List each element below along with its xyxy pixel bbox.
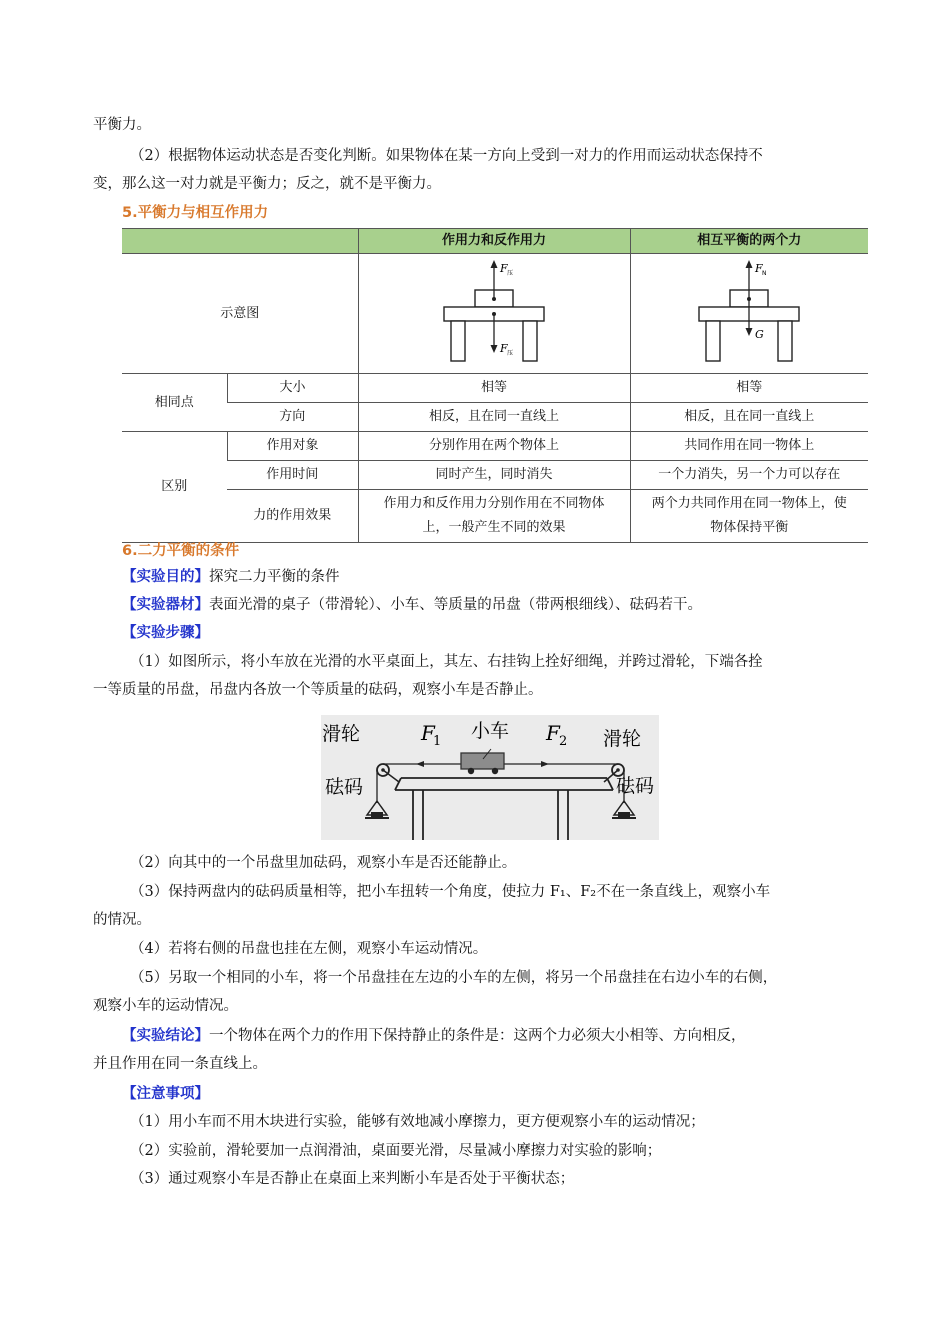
label-cart: 小车 <box>471 720 510 742</box>
row-label-diagram: 示意图 <box>122 254 358 374</box>
step-4: （4）若将右侧的吊盘也挂在左侧，观察小车运动情况。 <box>130 941 488 957</box>
conclusion-label: 【实验结论】 <box>122 1028 209 1044</box>
label-pulley-right: 滑轮 <box>603 728 642 750</box>
table-row-size <box>122 374 868 403</box>
cell-effect-balance <box>630 490 868 543</box>
force-label-gravity: G <box>755 327 765 341</box>
equipment-label: 【实验器材】 <box>122 597 209 613</box>
cell-time-action: 同时产生，同时消失 <box>358 461 630 490</box>
cell-dir-balance: 相反，且在同一直线上 <box>630 403 868 432</box>
equipment-text: 表面光滑的桌子（带滑轮）、小车、等质量的吊盘（带两根细线）、砝码若干。 <box>209 597 702 613</box>
conclusion-cont: 并且作用在同一条直线上。 <box>93 1056 267 1072</box>
force-label-down-sub: 压 <box>507 349 514 357</box>
diagram-action-reaction <box>439 257 549 371</box>
cell-effect-balance-line1: 两个力共同作用在同一物体上，使 <box>651 496 847 511</box>
force-label-normal: F <box>755 261 763 275</box>
section-5-heading: 5.平衡力与相互作用力 <box>122 205 269 221</box>
force-label-up: F <box>500 261 508 275</box>
row-group-difference: 区别 <box>122 432 227 543</box>
table-row-object <box>122 432 868 461</box>
cart <box>461 753 504 769</box>
steps-label-line <box>122 619 892 647</box>
row-group-same: 相同点 <box>122 374 227 432</box>
header-blank <box>122 229 358 254</box>
cell-object-balance: 共同作用在同一物体上 <box>630 432 868 461</box>
label-pulley-left: 滑轮 <box>322 723 361 745</box>
label-weight-left: 砝码 <box>325 776 364 798</box>
step-1-cont: 一等质量的吊盘，吊盘内各放一个等质量的砝码，观察小车是否静止。 <box>93 682 543 698</box>
force-label-up-sub: 压 <box>507 269 514 277</box>
paragraph-method-2-cont: 变，那么这一对力就是平衡力；反之，就不是平衡力。 <box>93 176 441 192</box>
conclusion-line <box>122 1022 892 1050</box>
label-f1-sub: 1 <box>433 734 442 749</box>
comparison-table <box>122 228 868 543</box>
label-weight-right: 砝码 <box>616 775 655 797</box>
row-label-time: 作用时间 <box>227 461 358 490</box>
notes-label-line <box>122 1080 892 1108</box>
cell-effect-action <box>358 490 630 543</box>
step-2: （2）向其中的一个吊盘里加砝码，观察小车是否还能静止。 <box>130 855 517 871</box>
conclusion-text: 一个物体在两个力的作用下保持静止的条件是：这两个力必须大小相等、方向相反， <box>209 1028 746 1044</box>
label-f1: F <box>421 721 435 745</box>
equipment-line <box>122 591 892 619</box>
table-row-direction <box>122 403 868 432</box>
label-f2-sub: 2 <box>559 734 568 749</box>
cell-effect-action-line1: 作用力和反作用力分别作用在不同物体 <box>383 496 605 511</box>
cell-dir-action: 相反，且在同一直线上 <box>358 403 630 432</box>
diagram-action-reaction-cell <box>358 254 630 374</box>
step-5-cont: 观察小车的运动情况。 <box>93 998 238 1014</box>
cell-time-balance: 一个力消失，另一个力可以存在 <box>630 461 868 490</box>
step-3-cont: 的情况。 <box>93 912 151 928</box>
cell-effect-balance-line2: 物体保持平衡 <box>710 520 789 535</box>
cell-effect-action-line2: 上，一般产生不同的效果 <box>422 520 566 535</box>
table-row-diagram <box>122 254 868 374</box>
row-label-effect: 力的作用效果 <box>227 490 358 543</box>
row-label-size: 大小 <box>227 374 358 403</box>
note-2: （2）实验前，滑轮要加一点润滑油，桌面要光滑，尽量减小摩擦力对实验的影响； <box>130 1143 662 1159</box>
note-3: （3）通过观察小车是否静止在桌面上来判断小车是否处于平衡状态； <box>130 1171 575 1187</box>
experiment-figure <box>321 715 659 840</box>
section-6-heading: 6.二力平衡的条件 <box>122 543 240 559</box>
notes-label: 【注意事项】 <box>122 1086 209 1102</box>
step-3: （3）保持两盘内的砝码质量相等，把小车扭转一个角度，使拉力 F₁、F₂不在一条直线上，观察小车 <box>130 884 771 900</box>
row-label-object: 作用对象 <box>227 432 358 461</box>
row-label-direction: 方向 <box>227 403 358 432</box>
table-row-time <box>122 461 868 490</box>
step-5: （5）另取一个相同的小车，将一个吊盘挂在左边的小车的左侧，将另一个吊盘挂在右边小车的右侧， <box>130 970 778 986</box>
label-f2: F <box>546 721 560 745</box>
cell-size-action: 相等 <box>358 374 630 403</box>
diagram-balanced-cell <box>630 254 868 374</box>
cell-object-action: 分别作用在两个物体上 <box>358 432 630 461</box>
table-header-row <box>122 229 868 254</box>
header-action-reaction: 作用力和反作用力 <box>358 229 630 254</box>
table-row-effect <box>122 490 868 543</box>
paragraph-method-2: （2）根据物体运动状态是否变化判断。如果物体在某一方向上受到一对力的作用而运动状态保持不 <box>130 148 763 164</box>
note-1: （1）用小车而不用木块进行实验，能够有效地减小摩擦力，更方便观察小车的运动情况； <box>130 1114 705 1130</box>
diagram-balanced-forces <box>694 257 804 371</box>
purpose-text: 探究二力平衡的条件 <box>209 569 340 585</box>
paragraph-intro-tail: 平衡力。 <box>93 117 151 133</box>
force-label-down: F <box>500 341 508 355</box>
header-balanced-forces: 相互平衡的两个力 <box>630 229 868 254</box>
steps-label: 【实验步骤】 <box>122 625 209 641</box>
purpose-label: 【实验目的】 <box>122 569 209 585</box>
purpose-line <box>122 563 892 591</box>
cell-size-balance: 相等 <box>630 374 868 403</box>
step-1: （1）如图所示，将小车放在光滑的水平桌面上，其左、右挂钩上拴好细绳，并跨过滑轮，下端各拴 <box>130 654 763 670</box>
force-label-normal-sub: N <box>762 269 767 277</box>
